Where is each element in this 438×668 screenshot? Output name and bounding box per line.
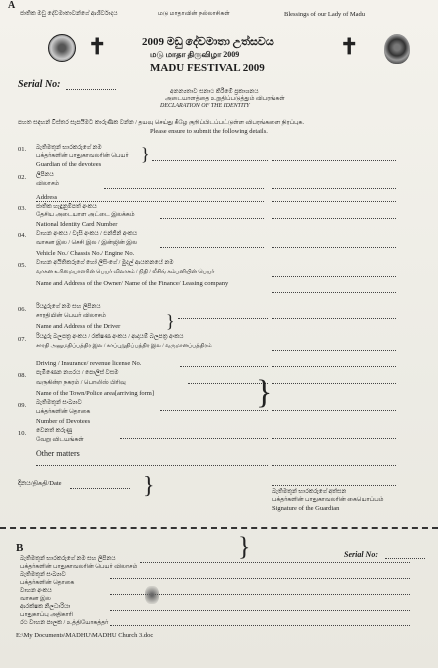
signature-tamil: பக்தர்களின் பாதுகாவலரின் கையொப்பம் — [272, 497, 384, 503]
field-02-tamil: விலாசம் — [36, 181, 60, 187]
signature-sinhala: බැතිමතුන් භාරකරුගේ අත්සන — [272, 489, 347, 495]
serial-label: Serial No: — [18, 79, 61, 90]
field-04-number: 04. — [18, 232, 27, 239]
field-09-input-b[interactable] — [272, 410, 396, 411]
file-path: E:\My Documents\MADHU\MADHU Church 3.doc — [16, 632, 154, 639]
field-10-input-c[interactable] — [36, 465, 268, 466]
field-04-english: Vehicle No./ Chassis No./ Engine No. — [36, 250, 135, 257]
ink-smudge — [145, 586, 159, 604]
field-09-tamil: பக்தர்களின் தொகை — [36, 409, 91, 415]
field-03-input-a[interactable] — [160, 218, 264, 219]
section-b-line-5: වාහන අංකය — [20, 588, 52, 594]
section-b-serial-field[interactable] — [385, 558, 425, 559]
field-09-input-a[interactable] — [160, 410, 268, 411]
instruction-english: Please ensure to submit the following details. — [150, 128, 268, 135]
section-b-line-6: வாகன இல — [20, 596, 51, 602]
field-07-english: Driving / Insurance/ revenue license No. — [36, 360, 142, 367]
field-02-number: 02. — [18, 174, 27, 181]
declaration-english: DECLARATION OF THE IDENTITY — [160, 103, 250, 109]
field-01-english: Guardian of the devotees — [36, 161, 102, 168]
field-04-sinhala: වාහන අංකය / චැසි අංකය / එන්ජින් අංකය — [36, 231, 138, 237]
field-03-english: National Identity Card Number — [36, 221, 118, 228]
blessing-sinhala: ජාතික මඩු දේවමාතාවන්ගේ ආශීර්වාදය — [20, 11, 118, 17]
brace: } — [166, 311, 175, 331]
field-06-tamil: சாரதியின் பெயர் விலாசம் — [36, 313, 106, 319]
date-field[interactable] — [70, 488, 130, 489]
field-01-number: 01. — [18, 146, 27, 153]
field-04-input-a[interactable] — [160, 247, 264, 248]
field-03-tamil: தேசிய அடையாள அட்டை இலக்கம் — [36, 212, 135, 218]
instruction-sinhala-tamil: පහත සඳහන් විස්තර සැපයීමට කාරුණික වන්න / தயவு செய்து கீழே குறிப்பிடப்பட்டுள்ள விபரங்களை நிரப்புக. — [18, 120, 304, 126]
section-b-line-1: බැතිමතුන් භාරකරුගේ නම සහ ලිපිනය — [20, 556, 116, 562]
section-b-serial-label: Serial No: — [344, 550, 378, 559]
serial-field[interactable] — [66, 89, 116, 90]
field-07-tamil: சாரதி அனுமதிப்பத்திர இல / காப்புறுதிப்பத்திர இல / வருமானப்பத்திரம் — [36, 343, 212, 349]
field-01-input-a[interactable] — [152, 160, 268, 161]
field-05-tamil: வாகன உரிமையாளரின் பெயர் விலாசம் / நிதி / லீசிங் கம்பனியின் பெயர் — [36, 269, 215, 275]
field-08-tamil: வருகின்ற நகரம் / பொலிஸ் பிரிவு — [36, 380, 126, 386]
field-04-tamil: வாகன இல / செசி இல / இன்ஜின் இல — [36, 240, 138, 246]
field-09-english: Number of Devotees — [36, 418, 91, 425]
field-03-input-b[interactable] — [272, 218, 396, 219]
section-b-input-4[interactable] — [110, 610, 410, 611]
field-02-input-a[interactable] — [104, 188, 264, 189]
brace: } — [256, 374, 273, 411]
signature-field[interactable] — [272, 485, 396, 486]
field-08-sinhala: පැමිණෙන නගරය / පොලිස් වසම — [36, 370, 119, 376]
section-b-input-5[interactable] — [110, 625, 410, 626]
field-06-sinhala: රියදුරුගේ නම සහ ලිපිනය — [36, 304, 101, 310]
field-02-sinhala: ලිපිනය — [36, 172, 54, 178]
field-05-input-a[interactable] — [272, 276, 396, 277]
field-05-english: Name and Address of the Owner/ Name of the Finance/ Leasing company — [36, 280, 229, 287]
brace: } — [238, 532, 251, 561]
field-10-number: 10. — [18, 430, 27, 437]
date-label: දිනය/திகதி/Date — [18, 480, 62, 487]
title-sinhala: 2009 මඩු දේවමාතා උත්සවය — [142, 36, 274, 48]
section-b-input-1[interactable] — [140, 562, 410, 563]
field-01-sinhala: බැතිමතුන් භාරකරුගේ නම — [36, 145, 102, 151]
section-b-line-9: රථ වාහන පාලක / உத்தியோகத்தர் — [20, 620, 109, 626]
section-b-line-4: பக்தர்களின் தொகை — [20, 580, 75, 586]
field-05-number: 05. — [18, 262, 27, 269]
field-02-input-c[interactable] — [36, 201, 264, 202]
field-06-english: Name and Address of the Driver — [36, 323, 121, 330]
signature-english: Signature of the Guardian — [272, 505, 340, 512]
field-07-sinhala: රියදුරු බලපත්‍ර අංකය / රක්ෂණ අංකය / ආදායම් බලපත්‍ර අංකය — [36, 334, 184, 340]
field-07-input-a[interactable] — [272, 350, 396, 351]
field-03-number: 03. — [18, 205, 27, 212]
field-08-number: 08. — [18, 372, 27, 379]
field-06-number: 06. — [18, 306, 27, 313]
section-b-label: B — [16, 542, 24, 554]
declaration-tamil: அடையாளத்தை உறுதிப்படுத்தும் விபரங்கள் — [165, 96, 285, 102]
section-a-label: A — [8, 0, 16, 11]
brace: } — [143, 473, 155, 499]
title-tamil: மடு மாதா திருவிழா 2009 — [150, 50, 240, 59]
declaration-sinhala: අනන්‍යතාව සනාථ කිරීමේ ප්‍රකාශනය — [170, 89, 259, 95]
blessing-tamil: மடு மாதாவின் நல்லாசிகள் — [158, 11, 230, 17]
field-02-input-b[interactable] — [272, 188, 396, 189]
section-b-line-8: பாதுகாப்பு அதிகாரி — [20, 612, 74, 618]
brace: } — [141, 144, 150, 164]
field-01-tamil: பக்தர்களின் பாதுகாவலரின் பெயர் — [36, 153, 129, 159]
sri-lanka-emblem-icon — [48, 34, 76, 62]
section-b-input-2[interactable] — [110, 578, 410, 579]
field-08-english: Name of the Town/Police area[arriving form] — [36, 390, 155, 397]
cross-right-icon: ✝ — [340, 34, 359, 59]
field-07-number: 07. — [18, 336, 27, 343]
field-10-english: Other matters — [36, 449, 80, 458]
field-07-input-b[interactable] — [180, 366, 268, 367]
field-10-input-a[interactable] — [120, 438, 268, 439]
field-05-sinhala: වාහන අයිතිකරුගේ හෝ ලීසිංගේ / මුදල් ආයතනයේ නම — [36, 260, 174, 266]
field-04-input-b[interactable] — [272, 247, 396, 248]
field-06-input-b[interactable] — [272, 318, 396, 319]
section-b-line-7: ආරක්ෂක නිලධාරියා — [20, 604, 71, 610]
section-b-line-3: බැතිමතුන් සංඛ්‍යාව — [20, 572, 66, 578]
cross-left-icon: ✝ — [88, 34, 107, 59]
field-10-input-d[interactable] — [272, 465, 396, 466]
field-08-input-b[interactable] — [272, 383, 396, 384]
church-seal-icon — [384, 34, 410, 64]
field-02-english: Address — [36, 194, 58, 201]
title-english: MADU FESTIVAL 2009 — [150, 62, 265, 74]
field-06-input-a[interactable] — [178, 318, 268, 319]
field-09-sinhala: බැතිමතුන් සංඛ්‍යාව — [36, 400, 82, 406]
field-02-input-d[interactable] — [272, 201, 396, 202]
field-01-input-b[interactable] — [272, 160, 396, 161]
tear-off-line — [0, 527, 438, 529]
blessing-english: Blessings of our Lady of Madu — [284, 11, 366, 18]
field-05-input-b[interactable] — [272, 292, 396, 293]
field-10-input-b[interactable] — [272, 438, 396, 439]
field-10-tamil: வேறு விடயங்கள் — [36, 437, 84, 443]
field-07-input-c[interactable] — [272, 366, 396, 367]
field-10-sinhala: වෙනත් කරුණු — [36, 428, 73, 434]
section-b-line-2: பக்தர்களின் பாதுகாவலரின் பெயர் விலாசம் — [20, 564, 138, 570]
field-09-number: 09. — [18, 402, 27, 409]
field-03-sinhala: ජාතික හැඳුනුම්පත් අංකය — [36, 204, 97, 210]
